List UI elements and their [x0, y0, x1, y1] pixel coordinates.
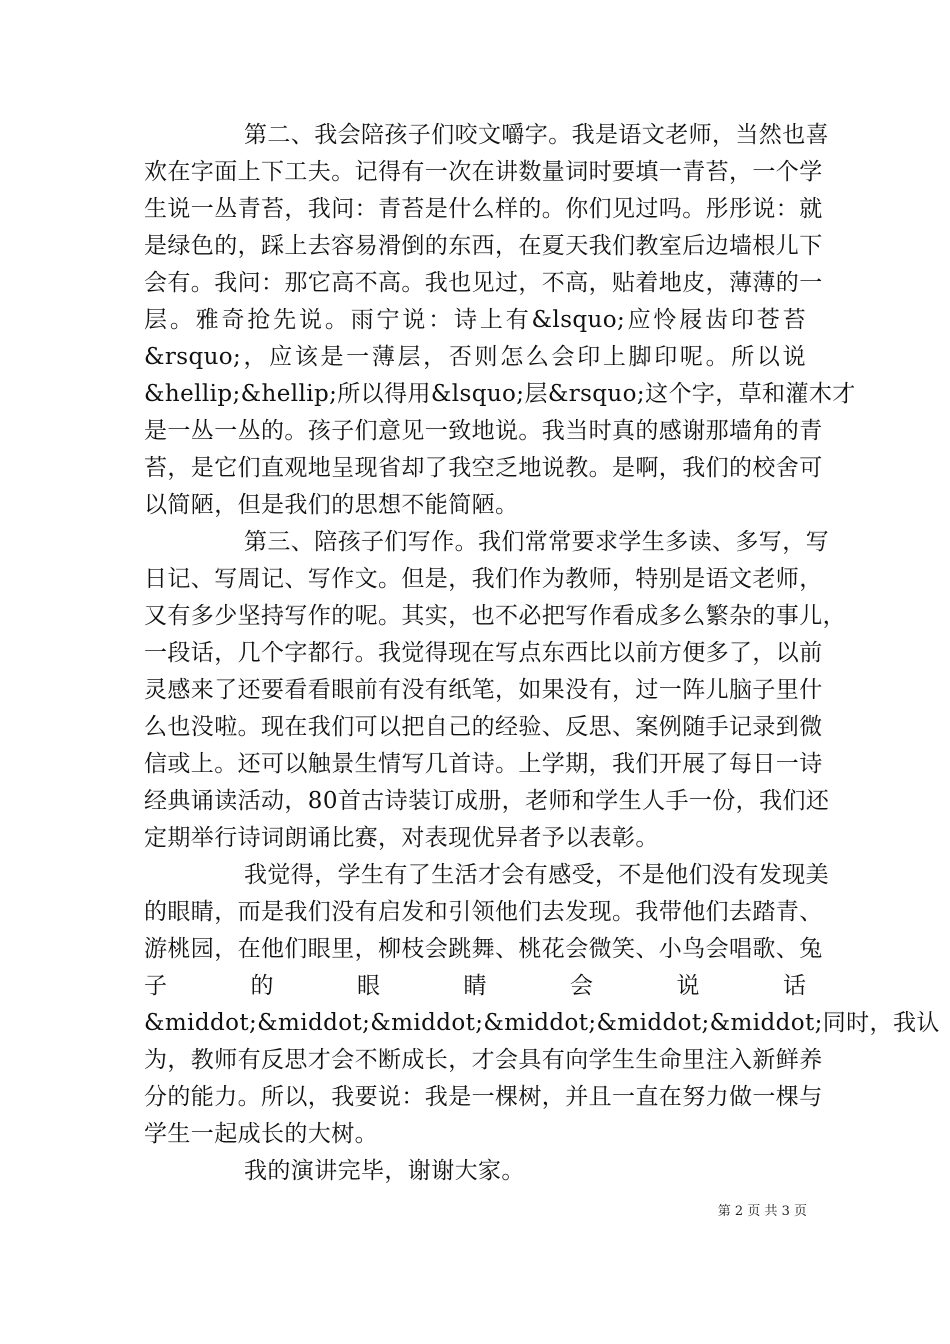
paragraph-3-line-3: 又有多少坚持写作的呢。其实，也不必把写作看成多么繁杂的事儿，	[144, 603, 846, 629]
paragraph-2-line-1: 第二、我会陪孩子们咬文嚼字。我是语文老师，当然也喜	[244, 122, 829, 148]
paragraph-2-line-3: 生说一丛青苔，我问：青苔是什么样的。你们见过吗。彤彤说：就	[144, 196, 823, 222]
paragraph-3-line-4: 一段话，几个字都行。我觉得现在写点东西比以前方便多了，以前	[144, 640, 823, 666]
paragraph-4-line-3: 游桃园，在他们眼里，柳枝会跳舞、桃花会微笑、小鸟会唱歌、兔	[144, 936, 823, 962]
paragraph-2-line-2: 欢在字面上下工夫。记得有一次在讲数量词时要填一青苔，一个学	[144, 159, 823, 185]
paragraph-2-line-11: 以简陋，但是我们的思想不能简陋。	[144, 492, 519, 518]
paragraph-4-line-6: 为，教师有反思才会不断成长，才会具有向学生生命里注入新鲜养	[144, 1047, 823, 1073]
paragraph-4-line-5: &middot;&middot;&middot;&middot;&middot;&middot;同时，我认	[144, 1010, 940, 1036]
paragraph-4-line-8: 学生一起成长的大树。	[144, 1121, 378, 1147]
page-number-footer: 第 2 页 共 3 页	[717, 1204, 807, 1219]
paragraph-2-line-10: 苔，是它们直观地呈现省却了我空乏地说教。是啊，我们的校舍可	[144, 455, 823, 481]
paragraph-4-line-4: 子的眼睛会说话	[144, 973, 806, 999]
paragraph-2-line-8: &hellip;&hellip;所以得用&lsquo;层&rsquo;这个字，草和灌木才	[144, 381, 856, 407]
paragraph-3-line-6: 么也没啦。现在我们可以把自己的经验、反思、案例随手记录到微	[144, 714, 823, 740]
paragraph-2-line-4: 是绿色的，踩上去容易滑倒的东西，在夏天我们教室后边墙根儿下	[144, 233, 823, 259]
closing-line: 我的演讲完毕，谢谢大家。	[244, 1158, 525, 1184]
paragraph-2-line-5: 会有。我问：那它高不高。我也见过，不高，贴着地皮，薄薄的一	[144, 270, 823, 296]
paragraph-3-line-2: 日记、写周记、写作文。但是，我们作为教师，特别是语文老师，	[144, 566, 823, 592]
paragraph-2-line-7: &rsquo;，应该是一薄层，否则怎么会印上脚印呢。所以说	[144, 344, 806, 370]
paragraph-4-line-7: 分的能力。所以，我要说：我是一棵树，并且一直在努力做一棵与	[144, 1084, 823, 1110]
paragraph-3-line-9: 定期举行诗词朗诵比赛，对表现优异者予以表彰。	[144, 825, 659, 851]
paragraph-2-line-9: 是一丛一丛的。孩子们意见一致地说。我当时真的感谢那墙角的青	[144, 418, 823, 444]
paragraph-4-line-2: 的眼睛，而是我们没有启发和引领他们去发现。我带他们去踏青、	[144, 899, 823, 925]
paragraph-3-line-1: 第三、陪孩子们写作。我们常常要求学生多读、多写，写	[244, 529, 829, 555]
paragraph-4-line-1: 我觉得，学生有了生活才会有感受，不是他们没有发现美	[244, 862, 829, 888]
paragraph-3-line-5: 灵感来了还要看看眼前有没有纸笔，如果没有，过一阵儿脑子里什	[144, 677, 823, 703]
paragraph-3-line-7: 信或上。还可以触景生情写几首诗。上学期，我们开展了每日一诗	[144, 751, 823, 777]
paragraph-2-line-6: 层。雅奇抢先说。雨宁说：诗上有&lsquo;应怜屐齿印苍苔	[144, 307, 806, 333]
paragraph-3-line-8: 经典诵读活动，80首古诗装订成册，老师和学生人手一份，我们还	[144, 788, 830, 814]
